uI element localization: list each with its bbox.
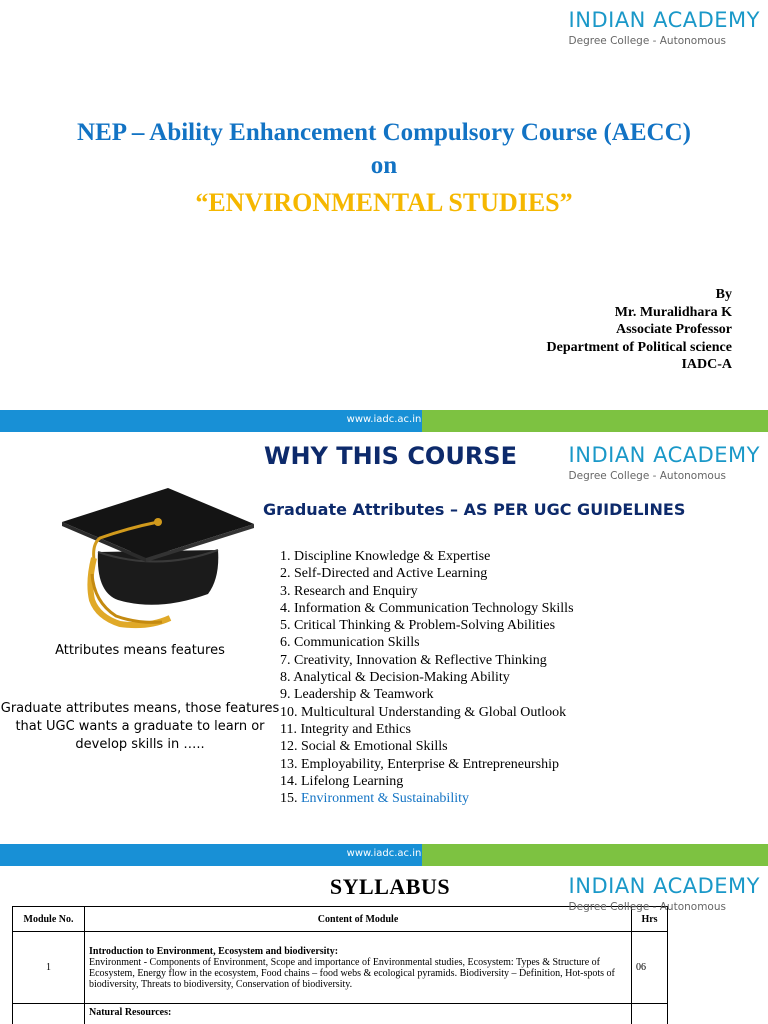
slide-subheading: Graduate Attributes – AS PER UGC GUIDELINES bbox=[263, 500, 686, 519]
list-item: 13. Employability, Enterprise & Entrepreneurship bbox=[280, 756, 560, 772]
author-by: By bbox=[715, 287, 732, 302]
logo-word-academy: ACADEMY bbox=[653, 8, 760, 32]
author-institution: IADC-A bbox=[681, 357, 732, 372]
list-item: 6. Communication Skills bbox=[280, 635, 420, 651]
module-title: Natural Resources: bbox=[89, 1007, 172, 1018]
module-title: Introduction to Environment, Ecosystem and biodiversity: bbox=[89, 945, 339, 957]
footer-url: www.iadc.ac.in bbox=[346, 414, 422, 425]
college-logo bbox=[569, 874, 760, 913]
attributes-note: Attributes means features bbox=[55, 643, 225, 658]
author-designation: Associate Professor bbox=[616, 322, 732, 337]
module-hours: 06 bbox=[632, 932, 668, 1004]
college-logo bbox=[569, 443, 760, 482]
list-item: 9. Leadership & Teamwork bbox=[280, 687, 434, 703]
footer-band bbox=[0, 410, 768, 432]
module-content bbox=[85, 1004, 632, 1024]
graduate-attributes-list bbox=[280, 548, 574, 807]
graduate-attributes-explanation: Graduate attributes means, those features that UGC wants a graduate to learn or develop skills in ….. bbox=[0, 701, 280, 752]
module-hours bbox=[632, 1004, 668, 1024]
column-header: Module No. bbox=[13, 907, 85, 932]
author-block bbox=[547, 286, 732, 374]
module-description: Environment - Components of Environment, Scope and importance of Environmental studies, Ecosystem: Types & Structure of Ecosystem, Energy flow in the ecosystem, Food chains – food webs & ecological pyramids. Biodiversity – Definition, Hot-spots of biodiversity, Threats to biodiversity, Conservation of biodiversity. bbox=[89, 956, 615, 990]
highlighted-attribute: Environment & Sustainability bbox=[301, 791, 469, 807]
slide-heading: SYLLABUS bbox=[329, 874, 451, 899]
author-department: Department of Political science bbox=[546, 339, 732, 355]
logo-word-academy: ACADEMY bbox=[653, 443, 760, 467]
why-course-slide bbox=[0, 410, 768, 844]
column-header: Hrs bbox=[632, 907, 668, 932]
logo-word-academy: ACADEMY bbox=[653, 874, 760, 898]
logo-word-indian: INDIAN bbox=[568, 443, 646, 467]
logo-word-indian: INDIAN bbox=[568, 874, 646, 898]
list-item: 10. Multicultural Understanding & Global Outlook bbox=[280, 704, 567, 720]
module-content bbox=[85, 932, 632, 1004]
college-logo bbox=[569, 8, 760, 47]
table-row bbox=[13, 1004, 668, 1024]
syllabus-table bbox=[12, 906, 668, 1024]
course-name: “ENVIRONMENTAL STUDIES” bbox=[195, 188, 573, 217]
list-item: 7. Creativity, Innovation & Reflective Thinking bbox=[280, 652, 547, 668]
list-item: 15. Environment & Sustainability bbox=[280, 791, 469, 807]
logo-subtitle: Degree College - Autonomous bbox=[568, 901, 726, 913]
list-item: 8. Analytical & Decision-Making Ability bbox=[280, 670, 510, 686]
logo-subtitle: Degree College - Autonomous bbox=[568, 470, 726, 482]
list-item: 12. Social & Emotional Skills bbox=[280, 739, 448, 755]
logo-word-indian: INDIAN bbox=[568, 8, 646, 32]
footer-url: www.iadc.ac.in bbox=[346, 848, 422, 859]
title-slide bbox=[0, 0, 768, 410]
footer-band bbox=[0, 844, 768, 866]
course-title-line2: on bbox=[370, 152, 398, 179]
list-item: 5. Critical Thinking & Problem-Solving Abilities bbox=[280, 618, 556, 634]
table-row bbox=[13, 932, 668, 1004]
slide-heading: WHY THIS COURSE bbox=[264, 442, 517, 470]
graduation-cap-icon bbox=[58, 482, 258, 632]
list-item: 3. Research and Enquiry bbox=[280, 583, 418, 599]
module-number bbox=[13, 1004, 85, 1024]
list-item: 4. Information & Communication Technology Skills bbox=[280, 600, 574, 616]
list-item: 11. Integrity and Ethics bbox=[280, 721, 411, 737]
author-name: Mr. Muralidhara K bbox=[614, 304, 732, 320]
list-item: 1. Discipline Knowledge & Expertise bbox=[280, 549, 491, 564]
module-number: 1 bbox=[13, 932, 85, 1004]
column-header: Content of Module bbox=[85, 907, 632, 932]
logo-subtitle: Degree College - Autonomous bbox=[568, 35, 726, 47]
list-item: 2. Self-Directed and Active Learning bbox=[280, 566, 488, 582]
list-item: 14. Lifelong Learning bbox=[280, 773, 404, 789]
course-title-line1: NEP – Ability Enhancement Compulsory Course (AECC) bbox=[77, 119, 691, 146]
syllabus-slide bbox=[0, 844, 768, 1024]
